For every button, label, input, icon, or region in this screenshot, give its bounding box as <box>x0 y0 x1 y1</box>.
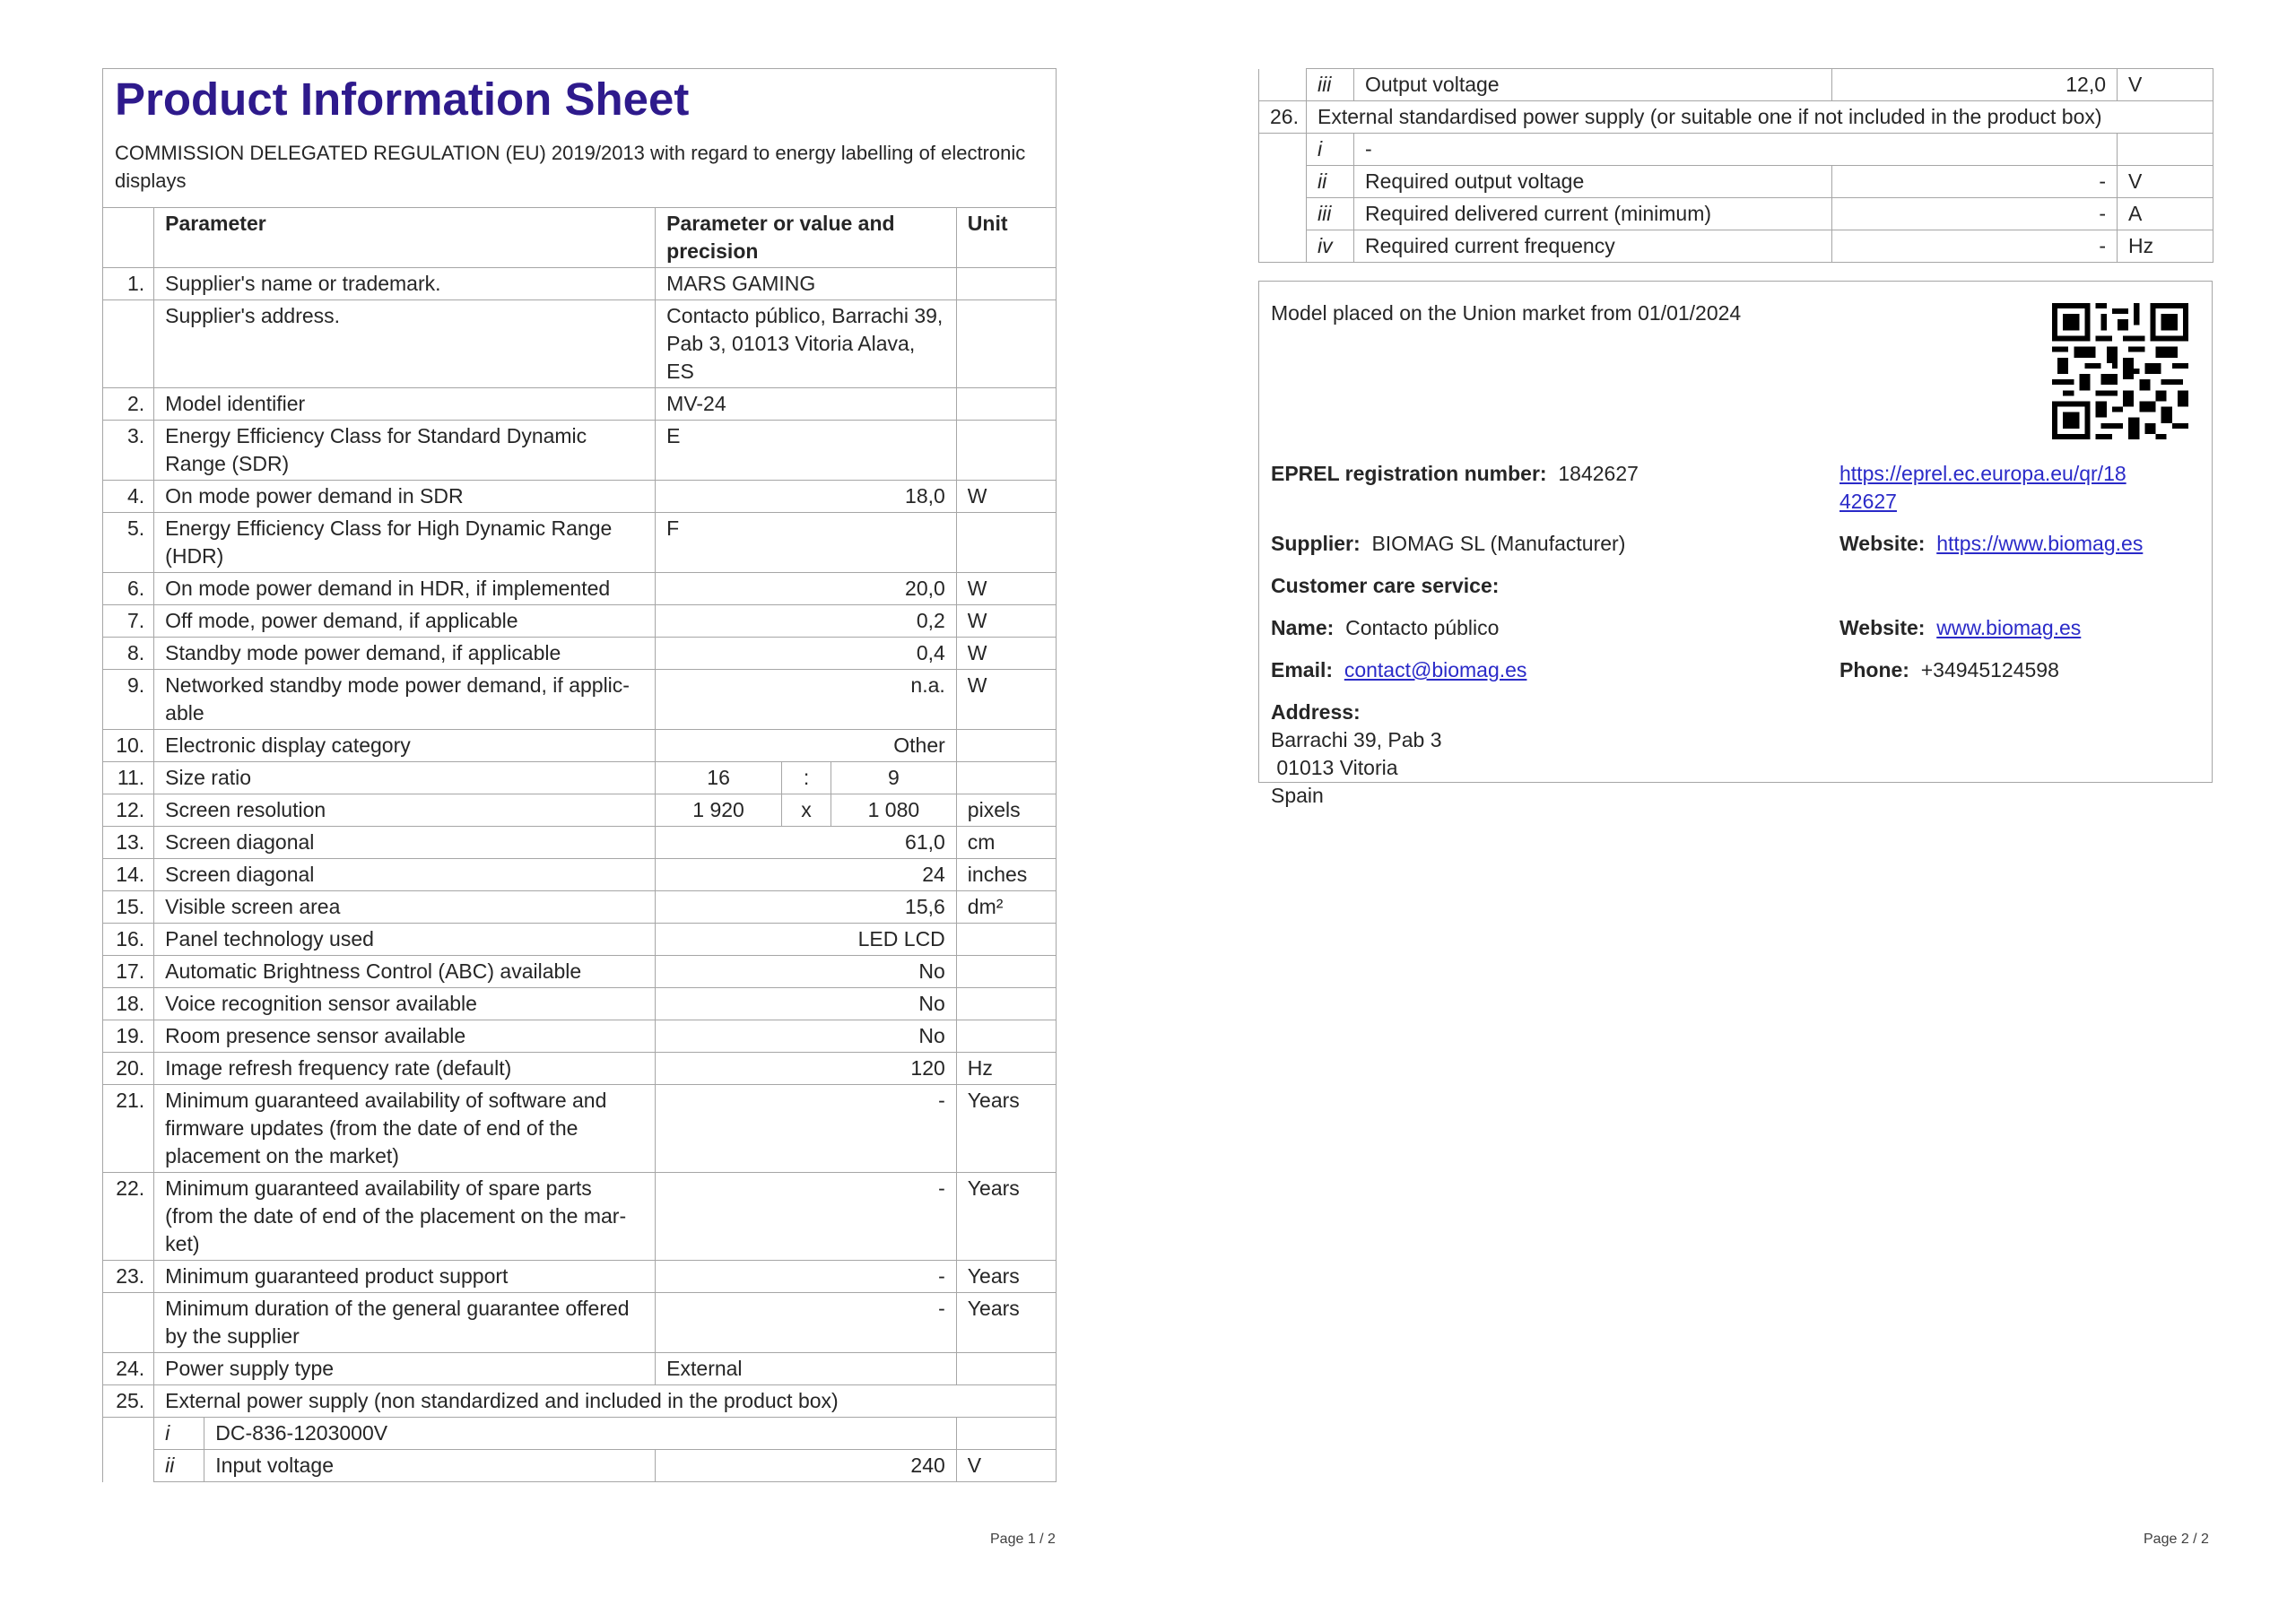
table-row: 1. Supplier's name or trademark. MARS GAMING <box>103 268 1057 300</box>
email-label: Email: <box>1271 658 1334 681</box>
table-row: Minimum duration of the general guarantee offered by the supplier - Years <box>103 1293 1057 1353</box>
table-row: 26. External standardised power supply (or suitable one if not included in the product box) <box>1259 101 2213 134</box>
email-row <box>1271 656 2200 684</box>
table-row: 19. Room presence sensor available No <box>103 1020 1057 1053</box>
table-row: 11. Size ratio 16 : 9 <box>103 762 1057 794</box>
address-block <box>1271 699 2200 810</box>
model-info-box <box>1258 281 2213 807</box>
customer-care-row <box>1271 572 2200 600</box>
header-parameter: Parameter <box>154 208 656 268</box>
table-row: 16. Panel technology used LED LCD <box>103 924 1057 956</box>
table-row: iii Output voltage 12,0 V <box>1259 69 2213 101</box>
table-row: iii Required delivered current (minimum) - A <box>1259 198 2213 230</box>
table-row: 15. Visible screen area 15,6 dm² <box>103 891 1057 924</box>
table-header-row <box>103 208 1057 268</box>
sheet-header <box>102 68 1057 207</box>
email-link[interactable]: contact@biomag.es <box>1344 658 1527 681</box>
website2-label: Website: <box>1839 616 1926 639</box>
name-value: Contacto público <box>1345 616 1500 639</box>
website-link[interactable]: https://www.biomag.es <box>1936 532 2144 555</box>
table-row: 7. Off mode, power demand, if applicable 0,2 W <box>103 605 1057 638</box>
eprel-label: EPREL registration number: <box>1271 462 1547 485</box>
table-row: 21. Minimum guaranteed availability of software and firmware updates (from the date of end of the placement on the market) - Years <box>103 1085 1057 1173</box>
table-row: i DC-836-1203000V <box>103 1418 1057 1450</box>
header-unit: Unit <box>956 208 1056 268</box>
table-row: 8. Standby mode power demand, if applicable 0,4 W <box>103 638 1057 670</box>
website2-link[interactable]: www.biomag.es <box>1936 616 2082 639</box>
table-row: 2. Model identifier MV-24 <box>103 388 1057 421</box>
header-num <box>103 208 154 268</box>
table-row: 12. Screen resolution 1 920 x 1 080 pixels <box>103 794 1057 827</box>
page-1 <box>102 68 1057 1482</box>
table-row: 13. Screen diagonal 61,0 cm <box>103 827 1057 859</box>
eprel-link[interactable]: https://eprel.ec.europa.eu/qr/18 42627 <box>1839 462 2126 513</box>
header-value: Parameter or value and precision <box>656 208 957 268</box>
address-line-3: Spain <box>1271 784 1324 807</box>
table-row: 5. Energy Efficiency Class for High Dynamic Range (HDR) F <box>103 513 1057 573</box>
supplier-value: BIOMAG SL (Manufacturer) <box>1371 532 1626 555</box>
table-row: 14. Screen diagonal 24 inches <box>103 859 1057 891</box>
name-row <box>1271 614 2200 642</box>
customer-care-label: Customer care service: <box>1271 574 1500 597</box>
address-line-2: 01013 Vitoria <box>1271 756 1398 779</box>
table-row: i - <box>1259 134 2213 166</box>
table-row: 3. Energy Efficiency Class for Standard Dynamic Range (SDR) E <box>103 421 1057 481</box>
regulation-text: COMMISSION DELEGATED REGULATION (EU) 2019/2013 with regard to energy labelling of electronic displays <box>115 142 1026 192</box>
table-row: 22. Minimum guaranteed availability of spare parts (from the date of end of the placement on the mar-ket) - Years <box>103 1173 1057 1261</box>
table-row: 10. Electronic display category Other <box>103 730 1057 762</box>
table-row: 23. Minimum guaranteed product support - Years <box>103 1261 1057 1293</box>
page-number-1: Page 1 / 2 <box>990 1532 1056 1547</box>
table-row: Supplier's address. Contacto público, Barrachi 39, Pab 3, 01013 Vitoria Alava, ES <box>103 300 1057 388</box>
page-2 <box>1258 68 2213 807</box>
parameter-table <box>102 207 1057 1482</box>
table-row: iv Required current frequency - Hz <box>1259 230 2213 263</box>
page-number-2: Page 2 / 2 <box>2144 1532 2209 1547</box>
table-row: 25. External power supply (non standardized and included in the product box) <box>103 1385 1057 1418</box>
website-label: Website: <box>1839 532 1926 555</box>
address-line-1: Barrachi 39, Pab 3 <box>1271 728 1442 751</box>
supplier-label: Supplier: <box>1271 532 1361 555</box>
qr-code-icon <box>2052 303 2188 439</box>
phone-value: +34945124598 <box>1920 658 2059 681</box>
table-row: 24. Power supply type External <box>103 1353 1057 1385</box>
table-row: 6. On mode power demand in HDR, if implemented 20,0 W <box>103 573 1057 605</box>
address-label: Address: <box>1271 700 1361 724</box>
eprel-row <box>1271 460 2200 516</box>
eprel-number: 1842627 <box>1558 462 1639 485</box>
page-title: Product Information Sheet <box>115 74 690 125</box>
phone-label: Phone: <box>1839 658 1909 681</box>
table-row: 4. On mode power demand in SDR 18,0 W <box>103 481 1057 513</box>
table-row: 18. Voice recognition sensor available No <box>103 988 1057 1020</box>
table-row: 17. Automatic Brightness Control (ABC) available No <box>103 956 1057 988</box>
table-row: ii Required output voltage - V <box>1259 166 2213 198</box>
table-row: 9. Networked standby mode power demand, if applic-able n.a. W <box>103 670 1057 730</box>
name-label: Name: <box>1271 616 1335 639</box>
power-supply-table <box>1258 68 2213 263</box>
table-row: ii Input voltage 240 V <box>103 1450 1057 1482</box>
table-row: 20. Image refresh frequency rate (default) 120 Hz <box>103 1053 1057 1085</box>
market-date-text: Model placed on the Union market from 01/01/2024 <box>1271 301 1742 325</box>
supplier-row <box>1271 530 2200 558</box>
